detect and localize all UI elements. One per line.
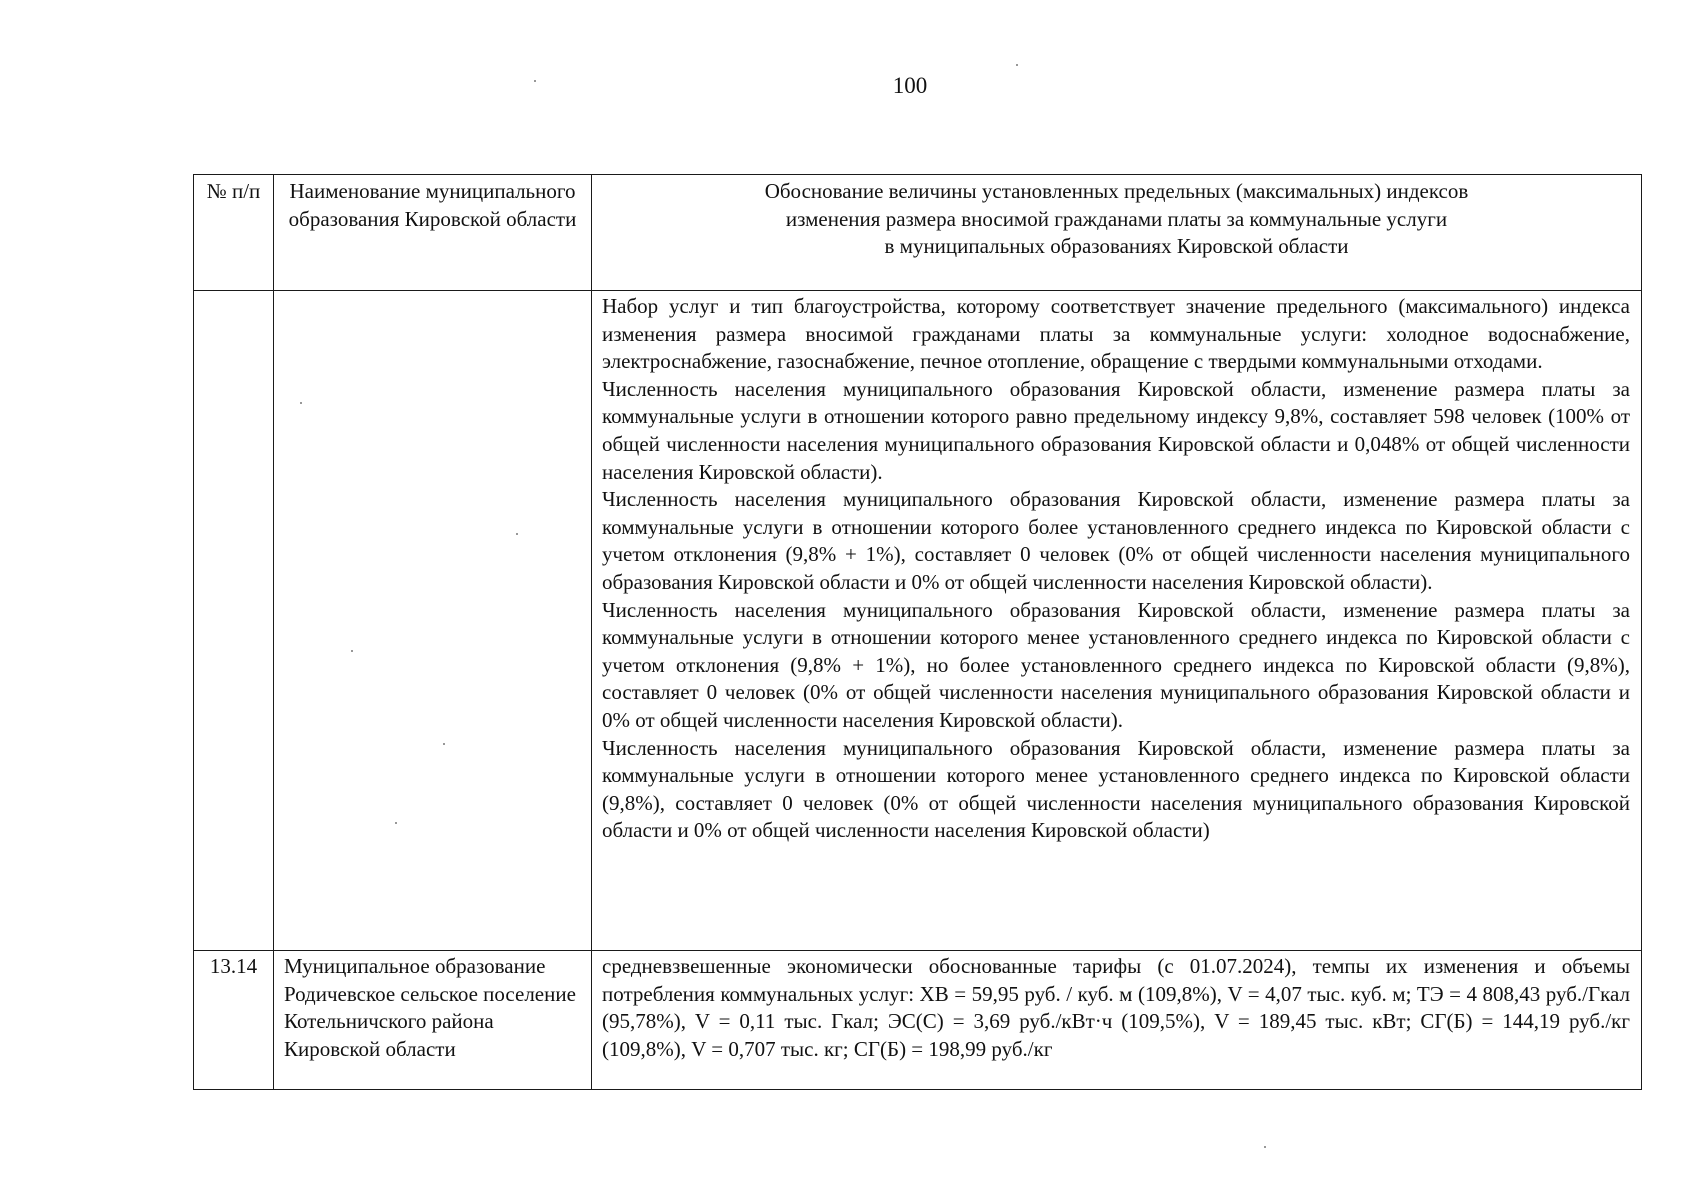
table-row bbox=[194, 291, 1642, 951]
table-header-row bbox=[194, 175, 1642, 291]
header-number: № п/п bbox=[194, 175, 274, 291]
scan-speck bbox=[300, 402, 302, 404]
row-number-cell bbox=[194, 291, 274, 951]
justification-paragraph: Численность населения муниципального образования Кировской области, изменение размера платы за коммунальные услуги в отношении которого равно предельному индексу 9,8%, составляет 598 человек (100% от общей численности населения муниципального образования Кировской области и 0,048% от общей численности населения Кировской области). bbox=[602, 376, 1630, 484]
table-row bbox=[194, 951, 1642, 1090]
row-name-cell: Муниципальное образование Родичевское сельское поселение Котельничского района Кировской области bbox=[274, 951, 592, 1090]
header-justification-line: в муниципальных образованиях Кировской области bbox=[884, 234, 1349, 259]
justification-paragraph: средневзвешенные экономически обоснованные тарифы (с 01.07.2024), темпы их изменения и объемы потребления коммунальных услуг: ХВ = 59,95 руб. / куб. м (109,8%), V = 4,07 тыс. куб. м; ТЭ = 4 808,43 руб./Гкал (95,78%), V = 0,11 тыс. Гкал; ЭС(С) = 3,69 руб./кВт·ч (109,5%), V = 189,45 тыс. кВт; СГ(Б) = 144,19 руб./кг (109,8%), V = 0,707 тыс. кг; СГ(Б) = 198,99 руб./кг bbox=[602, 954, 1630, 1061]
tariff-justification-table bbox=[193, 174, 1642, 1090]
scan-speck bbox=[395, 822, 397, 824]
page-number: 100 bbox=[892, 73, 928, 98]
header-justification-line: Обоснование величины установленных предельных (максимальных) индексов bbox=[764, 179, 1469, 203]
scan-speck bbox=[443, 743, 445, 745]
scan-speck bbox=[534, 80, 536, 82]
row-justification-cell bbox=[592, 951, 1642, 1090]
row-number-cell: 13.14 bbox=[194, 951, 274, 1090]
header-justification-line: изменения размера вносимой гражданами платы за коммунальные услуги bbox=[785, 206, 1448, 231]
header-justification bbox=[592, 175, 1642, 291]
scan-speck bbox=[516, 533, 518, 535]
row-name-cell bbox=[274, 291, 592, 951]
justification-paragraph: Набор услуг и тип благоустройства, которому соответствует значение предельного (максимального) индекса изменения размера вносимой гражданами платы за коммунальные услуги: холодное водоснабжение, электроснабжение, газоснабжение, печное отопление, обращение с твердыми коммунальными отходами. bbox=[602, 294, 1630, 374]
scan-speck bbox=[351, 650, 353, 652]
scan-speck bbox=[1264, 1146, 1266, 1148]
scan-speck bbox=[1016, 64, 1018, 66]
row-justification-cell bbox=[592, 291, 1642, 951]
justification-paragraph: Численность населения муниципального образования Кировской области, изменение размера платы за коммунальные услуги в отношении которого более установленного среднего индекса по Кировской области с учетом отклонения (9,8% + 1%), составляет 0 человек (0% от общей численности населения муниципального образования Кировской области и 0% от общей численности населения Кировской области). bbox=[602, 487, 1630, 594]
justification-paragraph: Численность населения муниципального образования Кировской области, изменение размера платы за коммунальные услуги в отношении которого менее установленного среднего индекса по Кировской области с учетом отклонения (9,8% + 1%), но более установленного среднего индекса по Кировской области (9,8%), составляет 0 человек (0% от общей численности населения муниципального образования Кировской области и 0% от общей численности населения Кировской области). bbox=[602, 597, 1630, 732]
header-municipality-name: Наименование муниципального образования Кировской области bbox=[274, 175, 592, 291]
justification-paragraph: Численность населения муниципального образования Кировской области, изменение размера платы за коммунальные услуги в отношении которого менее установленного среднего индекса по Кировской области (9,8%), составляет 0 человек (0% от общей численности населения муниципального образования Кировской области и 0% от общей численности населения Кировской области) bbox=[602, 735, 1630, 843]
